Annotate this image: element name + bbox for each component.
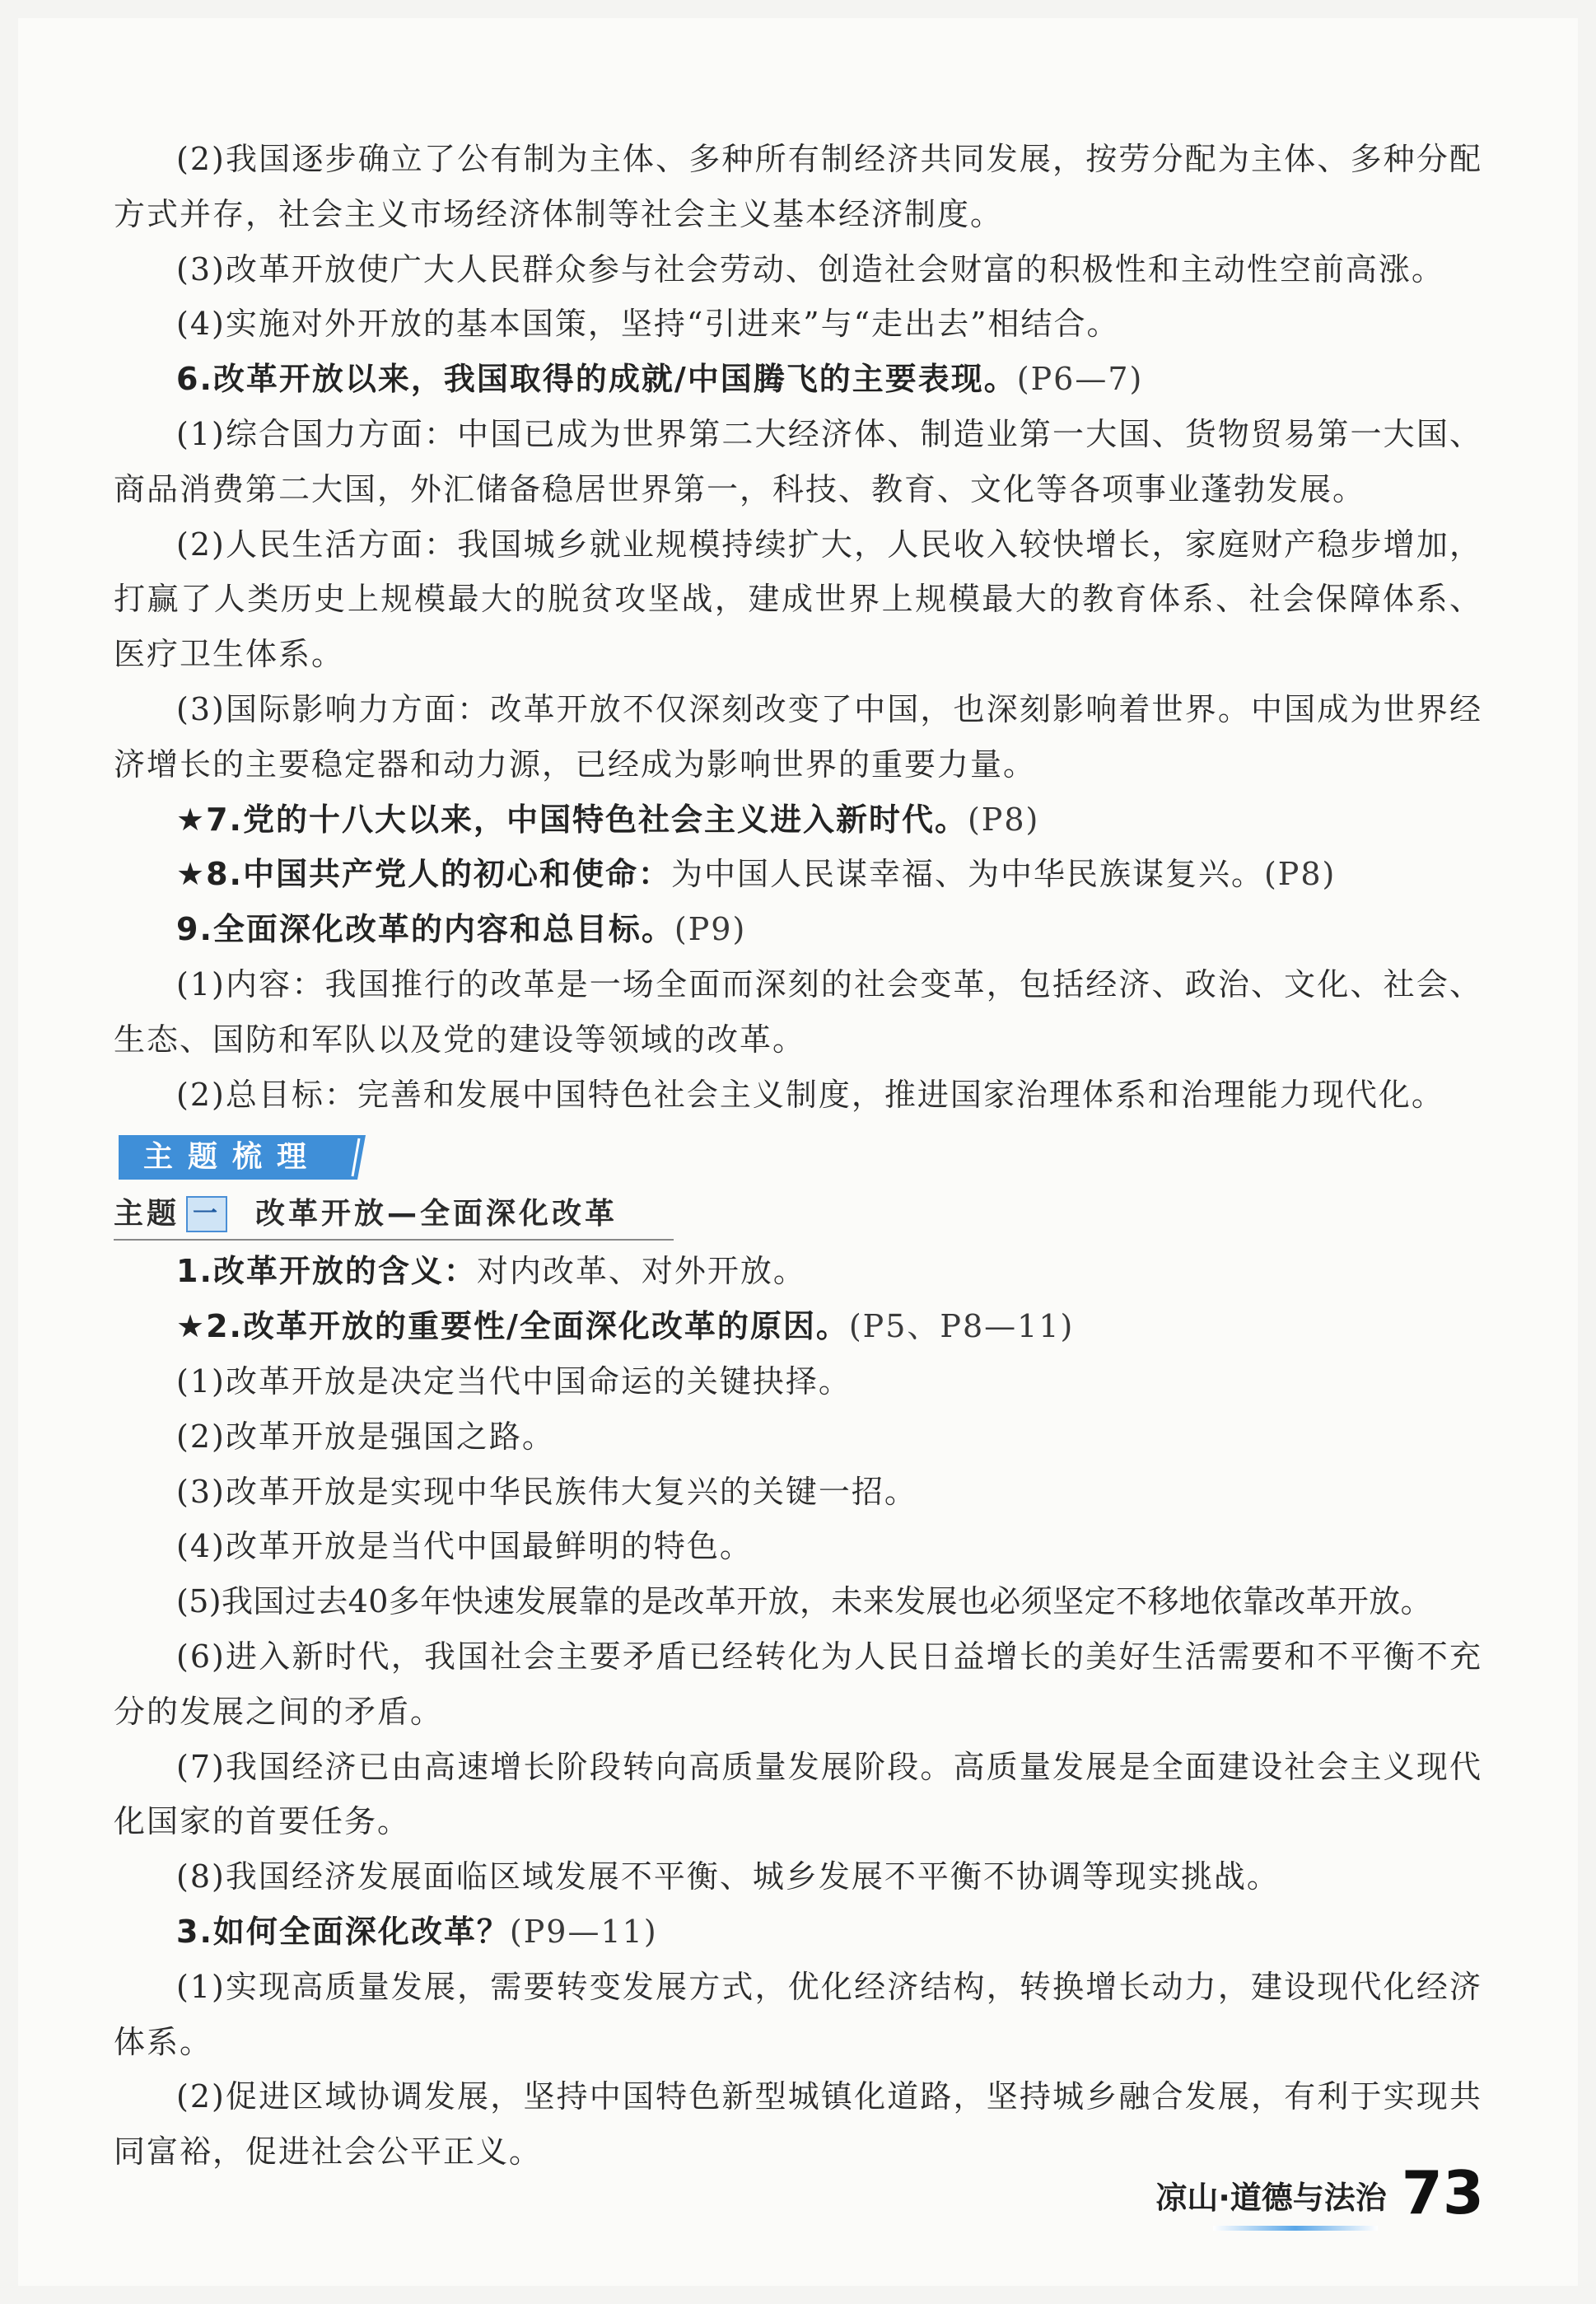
paragraph: (1)实现高质量发展，需要转变发展方式，优化经济结构，转换增长动力，建设现代化经济体系。 (114, 1968, 1482, 2060)
topic-item-3 (114, 1904, 1482, 1960)
page-reference: (P6—7) (1016, 361, 1144, 398)
question-7 (114, 792, 1482, 848)
paragraph: (1)改革开放是决定当代中国命运的关键抉择。 (176, 1362, 852, 1400)
topic-heading (114, 1185, 1482, 1244)
paragraph: (2)人民生活方面：我国城乡就业规模持续扩大，人民收入较快增长，家庭财产稳步增加，打赢了人类历史上规模最大的脱贫攻坚战，建成世界上规模最大的教育体系、社会保障体系、医疗卫生体系。 (114, 526, 1482, 673)
page-reference: (P5、P8—11) (848, 1308, 1075, 1345)
paragraph: (8)我国经济发展面临区域发展不平衡、城乡发展不平衡不协调等现实挑战。 (176, 1858, 1280, 1895)
paragraph: (2)改革开放是强国之路。 (176, 1418, 555, 1455)
paragraph: (1)内容：我国推行的改革是一场全面而深刻的社会变革，包括经济、政治、文化、社会、生态、国防和军队以及党的建设等领域的改革。 (114, 965, 1482, 1058)
page-footer (1155, 2152, 1484, 2226)
item-title: 1.改革开放的含义： (176, 1253, 477, 1290)
paragraph: (1)综合国力方面：中国已成为世界第二大经济体、制造业第一大国、货物贸易第一大国、商品消费第二大国，外汇储备稳居世界第一，科技、教育、文化等各项事业蓬勃发展。 (114, 415, 1482, 507)
question-9 (114, 902, 1482, 957)
question-answer: 为中国人民谋幸福、为中华民族谋复兴。 (670, 856, 1264, 893)
paragraph: (3)改革开放使广大人民群众参与社会劳动、创造社会财富的积极性和主动性空前高涨。 (176, 250, 1444, 287)
item-title: 3.如何全面深化改革？ (176, 1913, 510, 1950)
banner-title: 主题梳理 (143, 1140, 322, 1175)
paragraph: (6)进入新时代，我国社会主要矛盾已经转化为人民日益增长的美好生活需要和不平衡不充分的发展之间的矛盾。 (114, 1638, 1482, 1730)
question-title: 9.全面深化改革的内容和总目标。 (176, 911, 674, 948)
section-banner (114, 1127, 1482, 1185)
question-title: ★8.中国共产党人的初心和使命： (176, 856, 671, 893)
page-reference: (P9—11) (509, 1913, 658, 1950)
paragraph: (3)改革开放是实现中华民族伟大复兴的关键一招。 (176, 1473, 917, 1510)
question-6 (114, 352, 1482, 407)
page-reference: (P9) (674, 911, 747, 948)
paragraph: (2)我国逐步确立了公有制为主体、多种所有制经济共同发展，按劳分配为主体、多种分配方式并存，社会主义市场经济体制等社会主义基本经济制度。 (114, 141, 1482, 232)
question-title: 6.改革开放以来，我国取得的成就/中国腾飞的主要表现。 (176, 361, 1017, 398)
paragraph: (4)改革开放是当代中国最鲜明的特色。 (176, 1528, 753, 1565)
paragraph: (2)总目标：完善和发展中国特色社会主义制度，推进国家治理体系和治理能力现代化。 (176, 1076, 1444, 1113)
footer-label (1155, 2172, 1386, 2226)
main-content (114, 132, 1482, 2180)
footer-decoration-line (1213, 2226, 1378, 2231)
paragraph: (3)国际影响力方面：改革开放不仅深刻改变了中国，也深刻影响着世界。中国成为世界经济增长的主要稳定器和动力源，已经成为影响世界的重要力量。 (114, 690, 1482, 783)
topic-item-2 (114, 1299, 1482, 1354)
question-title: ★7.党的十八大以来，中国特色社会主义进入新时代。 (176, 801, 968, 838)
topic-underline (114, 1239, 674, 1241)
question-8 (114, 847, 1482, 902)
item-title: ★2.改革开放的重要性/全面深化改革的原因。 (176, 1308, 849, 1345)
page-reference: (P8) (1263, 856, 1337, 893)
paragraph: (4)实施对外开放的基本国策，坚持“引进来”与“走出去”相结合。 (176, 306, 1120, 343)
topic-item-1 (114, 1244, 1482, 1299)
paragraph: (5)我国过去40多年快速发展靠的是改革开放，未来发展也必须坚定不移地依靠改革开放。 (176, 1583, 1432, 1620)
item-answer: 对内改革、对外开放。 (476, 1253, 806, 1290)
topic-number-badge: 一 (186, 1196, 227, 1232)
page-number: 73 (1401, 2158, 1484, 2227)
topic-title: 改革开放—全面深化改革 (255, 1197, 618, 1231)
topic-prefix: 主题 (114, 1197, 180, 1231)
page-reference: (P8) (967, 801, 1040, 838)
paragraph: (2)促进区域协调发展，坚持中国特色新型城镇化道路，坚持城乡融合发展，有利于实现共同富裕，促进社会公平正义。 (114, 2078, 1482, 2171)
paragraph: (7)我国经济已由高速增长阶段转向高质量发展阶段。高质量发展是全面建设社会主义现代化国家的首要任务。 (114, 1748, 1482, 1840)
footer-label-text: 凉山·道德与法治 (1155, 2180, 1387, 2216)
